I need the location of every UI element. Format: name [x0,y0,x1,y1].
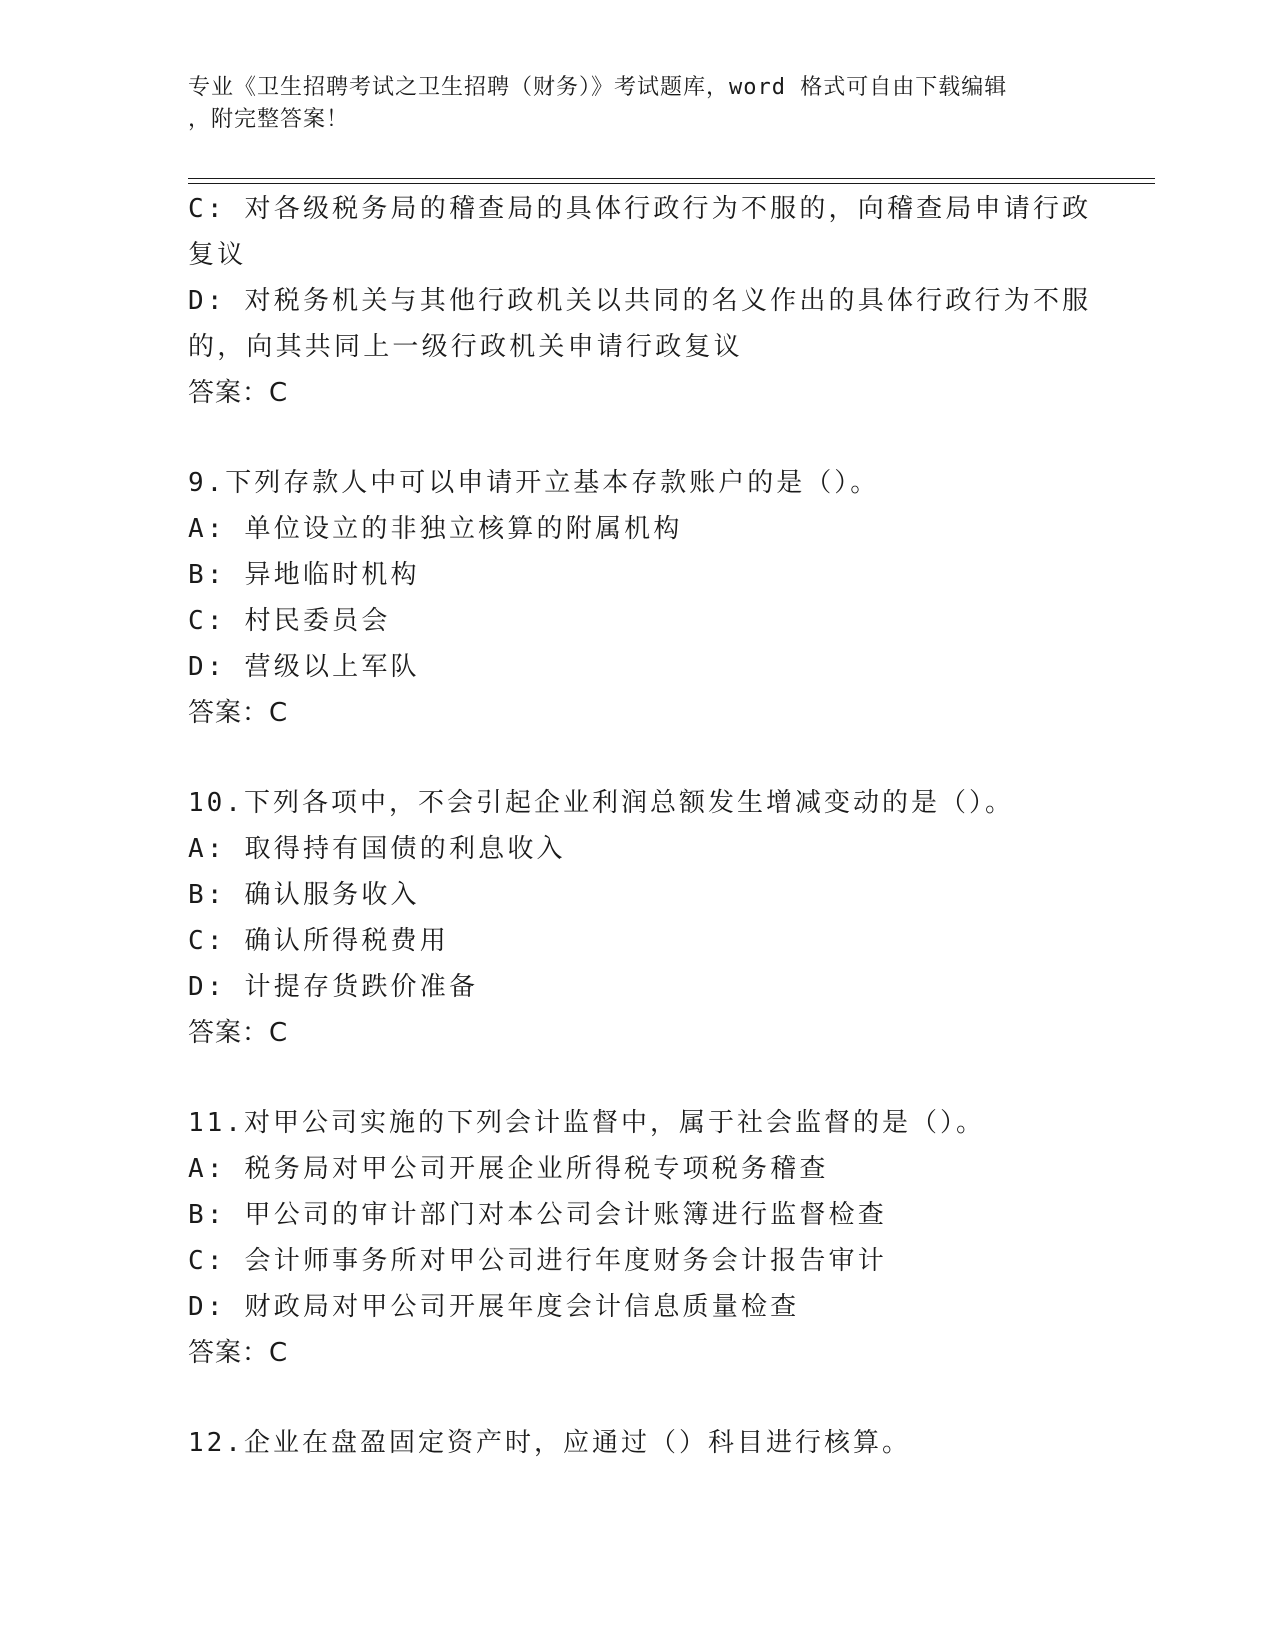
answer: 答案：C [188,1018,289,1048]
answer: 答案：C [188,1338,289,1368]
option-a: A: 单位设立的非独立核算的附属机构 [188,514,683,544]
option-d-line-2: 的，向其共同上一级行政机关申请行政复议 [188,332,743,362]
question-stem: 12.企业在盘盈固定资产时，应通过（）科目进行核算。 [188,1428,911,1458]
option-d: D: 财政局对甲公司开展年度会计信息质量检查 [188,1292,800,1322]
option-b: B: 确认服务收入 [188,880,420,910]
header-title-line-2: ，附完整答案！ [188,107,350,132]
question-11 [188,1100,1088,1376]
question-9 [188,460,1088,736]
header-divider-top [188,178,1155,179]
option-a: A: 取得持有国债的利息收入 [188,834,566,864]
question-stem: 10.下列各项中，不会引起企业利润总额发生增减变动的是（）。 [188,788,1014,818]
question-content [188,186,1092,1466]
option-d: D: 计提存货跌价准备 [188,972,479,1002]
option-c-line-2: 复议 [188,240,247,270]
answer: 答案：C [188,698,289,728]
spacer [188,1056,1088,1100]
spacer [188,1376,1088,1420]
option-a: A: 税务局对甲公司开展企业所得税专项税务稽查 [188,1154,829,1184]
question-stem: 11.对甲公司实施的下列会计监督中，属于社会监督的是（）。 [188,1108,985,1138]
option-d: D: 营级以上军队 [188,652,420,682]
option-c: C: 会计师事务所对甲公司进行年度财务会计报告审计 [188,1246,887,1276]
option-b: B: 异地临时机构 [188,560,420,590]
option-b: B: 甲公司的审计部门对本公司会计账簿进行监督检查 [188,1200,887,1230]
header-title-line-1: 专业《卫生招聘考试之卫生招聘（财务）》考试题库，word 格式可自由下载编辑 [188,75,1008,100]
option-c: C: 村民委员会 [188,606,391,636]
question-12 [188,1420,1088,1466]
spacer [188,416,1088,460]
header-divider-bottom [188,183,1155,184]
option-d-line-1: D: 对税务机关与其他行政机关以共同的名义作出的具体行政行为不服 [188,286,1092,316]
document-header [188,72,1068,136]
question-8-continued [188,186,1092,416]
answer: 答案：C [188,378,289,408]
option-c-line-1: C: 对各级税务局的稽查局的具体行政行为不服的，向稽查局申请行政 [188,194,1092,224]
question-10 [188,780,1088,1056]
option-c: C: 确认所得税费用 [188,926,449,956]
spacer [188,736,1088,780]
question-stem: 9.下列存款人中可以申请开立基本存款账户的是（）。 [188,468,880,498]
